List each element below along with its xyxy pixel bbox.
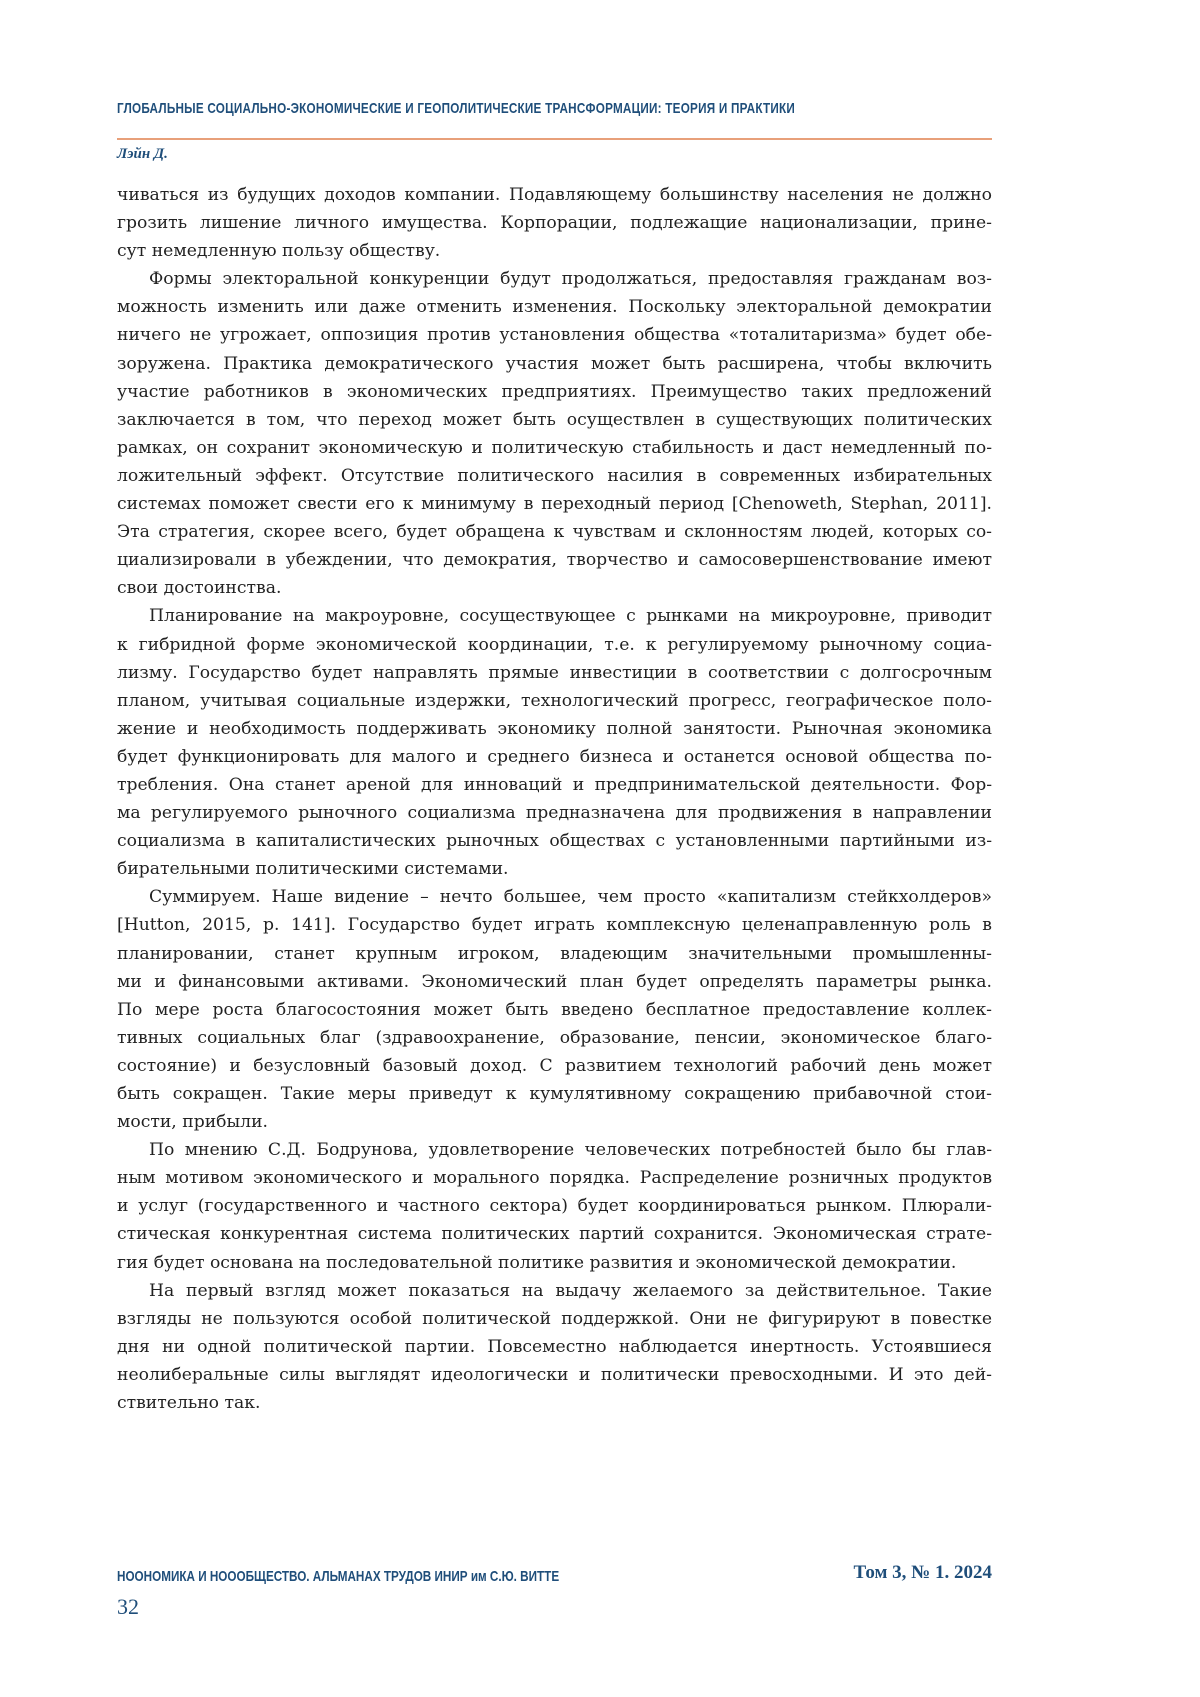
running-header-title: ГЛОБАЛЬНЫЕ СОЦИАЛЬНО-ЭКОНОМИЧЕСКИЕ И ГЕОПОЛИТИЧЕСКИЕ ТРАНСФОРМАЦИИ: ТЕОРИЯ И ПРАКТИКИ (117, 100, 795, 117)
text-line: По мнению С.Д. Бодрунова, удовлетворение человеческих потребностей было бы глав- (117, 1136, 992, 1164)
paragraph (117, 1277, 992, 1417)
text-line: Планирование на макроуровне, сосуществующее с рынками на микроуровне, приводит (117, 602, 992, 630)
text-line: чиваться из будущих доходов компании. Подавляющему большинству населения не должно (117, 181, 992, 209)
text-line: рамках, он сохранит экономическую и политическую стабильность и даст немедленный по- (117, 434, 992, 462)
text-line: к гибридной форме экономической координации, т.е. к регулируемому рыночному социа- (117, 631, 992, 659)
text-line: планировании, станет крупным игроком, владеющим значительными промышленны- (117, 940, 992, 968)
text-line: циализировали в убеждении, что демократия, творчество и самосовершенствование имеют (117, 546, 992, 574)
text-line: лизму. Государство будет направлять прямые инвестиции в соответствии с долгосрочным (117, 659, 992, 687)
text-line: дня ни одной политической партии. Повсеместно наблюдается инертность. Устоявшиеся (117, 1333, 992, 1361)
text-line: быть сокращен. Такие меры приведут к кумулятивному сокращению прибавочной стои- (117, 1080, 992, 1108)
text-line: можность изменить или даже отменить изменения. Поскольку электоральной демократии (117, 293, 992, 321)
page-number: 32 (117, 1594, 139, 1620)
text-line: ствительно так. (117, 1389, 992, 1417)
paragraph (117, 1136, 992, 1276)
text-line: будет функционировать для малого и среднего бизнеса и останется основой общества по- (117, 743, 992, 771)
paragraph (117, 602, 992, 883)
text-line: мости, прибыли. (117, 1108, 992, 1136)
text-line: ложительный эффект. Отсутствие политического насилия в современных избирательных (117, 462, 992, 490)
text-line: [Hutton, 2015, p. 141]. Государство будет играть комплексную целенаправленную роль в (117, 911, 992, 939)
text-line: социализма в капиталистических рыночных обществах с установленными партийными из- (117, 827, 992, 855)
text-line: системах поможет свести его к минимуму в переходный период [Chenoweth, Stephan, 2011]. (117, 490, 992, 518)
running-header-author: Лэйн Д. (117, 146, 168, 163)
text-line: состояние) и безусловный базовый доход. С развитием технологий рабочий день может (117, 1052, 992, 1080)
text-line: ми и финансовыми активами. Экономический план будет определять параметры рынка. (117, 968, 992, 996)
article-body (117, 181, 992, 1417)
text-line: грозить лишение личного имущества. Корпорации, подлежащие национализации, прине- (117, 209, 992, 237)
text-line: гия будет основана на последовательной политике развития и экономической демократии. (117, 1249, 992, 1277)
paragraph (117, 265, 992, 602)
text-line: сут немедленную пользу обществу. (117, 237, 992, 265)
text-line: и услуг (государственного и частного сектора) будет координироваться рынком. Плюрали- (117, 1192, 992, 1220)
footer-issue: Том 3, № 1. 2024 (854, 1562, 993, 1584)
text-line: Эта стратегия, скорее всего, будет обращена к чувствам и склонностям людей, которых со- (117, 518, 992, 546)
text-line: На первый взгляд может показаться на выдачу желаемого за действительное. Такие (117, 1277, 992, 1305)
text-line: стическая конкурентная система политических партий сохранится. Экономическая страте- (117, 1220, 992, 1248)
text-line: По мере роста благосостояния может быть введено бесплатное предоставление коллек- (117, 996, 992, 1024)
text-line: бирательными политическими системами. (117, 855, 992, 883)
text-line: требления. Она станет ареной для инноваций и предпринимательской деятельности. Фор- (117, 771, 992, 799)
text-line: Суммируем. Наше видение – нечто большее, чем просто «капитализм стейкхолдеров» (117, 883, 992, 911)
text-line: зоружена. Практика демократического участия может быть расширена, чтобы включить (117, 350, 992, 378)
text-line: взгляды не пользуются особой политической поддержкой. Они не фигурируют в повестке (117, 1305, 992, 1333)
paragraph (117, 883, 992, 1136)
text-line: тивных социальных благ (здравоохранение, образование, пенсии, экономическое благо- (117, 1024, 992, 1052)
text-line: участие работников в экономических предприятиях. Преимущество таких предложений (117, 378, 992, 406)
text-line: неолиберальные силы выглядят идеологически и политически превосходными. И это дей- (117, 1361, 992, 1389)
paragraph (117, 181, 992, 265)
footer-journal-title: НООНОМИКА И НОООБЩЕСТВО. АЛЬМАНАХ ТРУДОВ ИНИР им С.Ю. ВИТТЕ (117, 1568, 559, 1585)
text-line: жение и необходимость поддерживать экономику полной занятости. Рыночная экономика (117, 715, 992, 743)
text-line: заключается в том, что переход может быть осуществлен в существующих политических (117, 406, 992, 434)
header-divider (117, 138, 992, 140)
text-line: ма регулируемого рыночного социализма предназначена для продвижения в направлении (117, 799, 992, 827)
text-line: ным мотивом экономического и морального порядка. Распределение розничных продуктов (117, 1164, 992, 1192)
text-line: свои достоинства. (117, 574, 992, 602)
text-line: ничего не угрожает, оппозиция против установления общества «тоталитаризма» будет обе- (117, 321, 992, 349)
text-line: планом, учитывая социальные издержки, технологический прогресс, географическое поло- (117, 687, 992, 715)
text-line: Формы электоральной конкуренции будут продолжаться, предоставляя гражданам воз- (117, 265, 992, 293)
